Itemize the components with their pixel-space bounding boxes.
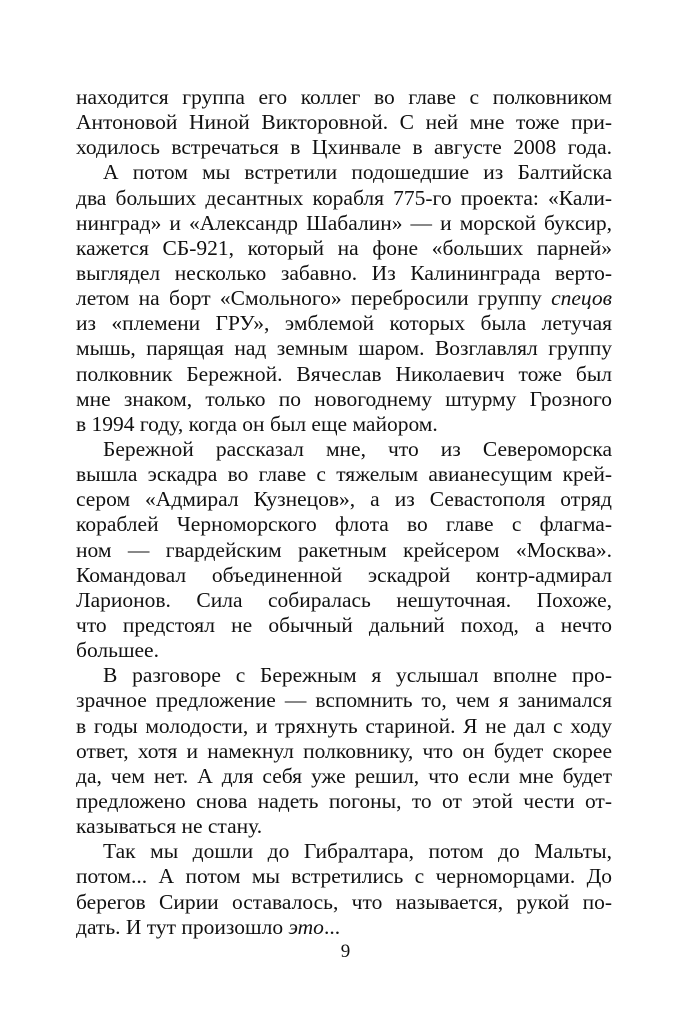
- text-line: [76, 336, 612, 361]
- text-line: [76, 688, 612, 713]
- text-run: полковник Бережной. Вячеслав Николаевич тоже был: [76, 361, 612, 386]
- text-run: Так мы дошли до Гибралтара, потом до Мальты,: [103, 839, 612, 864]
- text-run: ответ, хотя и намекнул полковнику, что он будет скорее: [76, 738, 612, 763]
- text-run: Бережной рассказал мне, что из Североморска: [103, 436, 612, 461]
- text-line: [76, 462, 612, 487]
- text-run: ходилось встречаться в Цхинвале в августе 2008 года.: [76, 135, 612, 160]
- text-line: [76, 211, 612, 236]
- text-line: [76, 915, 612, 940]
- text-run: Антоновой Ниной Викторовной. С ней мне тоже при-: [76, 110, 612, 135]
- text-run: что предстоял не обычный дальний поход, а нечто: [76, 612, 612, 637]
- text-line: [76, 563, 612, 588]
- text-run: нинград» и «Александр Шабалин» — и морской буксир,: [76, 210, 612, 235]
- text-line: [76, 613, 612, 638]
- paragraph: [76, 160, 612, 437]
- text-line: [76, 135, 612, 160]
- text-line: [76, 864, 612, 889]
- text-line: [76, 487, 612, 512]
- text-run: Ларионов. Сила собиралась нешуточная. Похоже,: [76, 587, 612, 612]
- text-run: В разговоре с Бережным я услышал вполне про-: [103, 663, 612, 688]
- text-line: [76, 839, 612, 864]
- text-line: [76, 362, 612, 387]
- text-line: [76, 714, 612, 739]
- text-line: [76, 739, 612, 764]
- text-line: [76, 85, 612, 110]
- text-run: да, чем нет. А для себя уже решил, что если мне будет: [76, 763, 612, 788]
- text-run: Командовал объединенной эскадрой контр-адмирал: [76, 562, 612, 587]
- text-run: кажется СБ-921, который на фоне «больших парней»: [76, 235, 612, 260]
- text-run: казываться не стану.: [76, 814, 263, 839]
- text-run: предложено снова надеть погоны, то от этой чести от-: [76, 788, 612, 813]
- paragraph: [76, 85, 612, 160]
- paragraph: [76, 663, 612, 839]
- text-run: летом на борт «Смольного» перебросили группу: [76, 286, 552, 311]
- text-run: находится группа его коллег во главе с полковником: [76, 85, 612, 109]
- text-line: [76, 236, 612, 261]
- paragraph: [76, 437, 612, 663]
- text-run: кораблей Черноморского флота во главе с флагма-: [76, 512, 612, 537]
- italic-text: это: [288, 914, 324, 939]
- text-line: [76, 311, 612, 336]
- text-run: два больших десантных корабля 775-го проекта: «Кали-: [76, 185, 612, 210]
- text-run: большее.: [76, 638, 159, 663]
- text-line: [76, 110, 612, 135]
- text-run: А потом мы встретили подошедшие из Балтийска: [103, 160, 612, 185]
- text-line: [76, 538, 612, 563]
- text-line: [76, 186, 612, 211]
- text-run: ...: [323, 914, 341, 939]
- text-line: [76, 437, 612, 462]
- text-line: [76, 387, 612, 412]
- text-run: берегов Сирии оставалось, что называется, рукой по-: [76, 889, 612, 914]
- text-run: в годы молодости, и тряхнуть стариной. Я не дал с ходу: [76, 713, 612, 738]
- text-run: из «племени ГРУ», эмблемой которых была летучая: [76, 311, 612, 336]
- text-line: [76, 261, 612, 286]
- text-line: [76, 814, 612, 839]
- text-line: [76, 663, 612, 688]
- text-line: [76, 588, 612, 613]
- text-line: [76, 890, 612, 915]
- page-body: [76, 85, 612, 940]
- text-line: [76, 412, 612, 437]
- text-run: вышла эскадра во главе с тяжелым авианесущим крей-: [76, 462, 612, 487]
- text-line: [76, 764, 612, 789]
- text-line: [76, 789, 612, 814]
- text-line: [76, 512, 612, 537]
- paragraph: [76, 839, 612, 940]
- text-line: [76, 160, 612, 185]
- text-run: ном — гвардейским ракетным крейсером «Москва».: [76, 537, 612, 562]
- text-line: [76, 286, 612, 311]
- page-number: 9: [340, 941, 351, 962]
- italic-text: спецов: [551, 286, 612, 311]
- text-run: выглядел несколько забавно. Из Калининграда верто-: [76, 260, 612, 285]
- text-line: [76, 638, 612, 663]
- text-run: зрачное предложение — вспомнить то, чем я занимался: [76, 688, 612, 713]
- text-run: потом... А потом мы встретились с черноморцами. До: [76, 864, 612, 889]
- text-run: дать. И тут произошло: [76, 914, 289, 939]
- text-run: мышь, парящая над земным шаром. Возглавлял группу: [76, 336, 612, 361]
- text-run: сером «Адмирал Кузнецов», а из Севастополя отряд: [76, 487, 612, 512]
- text-run: мне знаком, только по новогоднему штурму Грозного: [76, 386, 612, 411]
- text-run: в 1994 году, когда он был еще майором.: [76, 411, 438, 436]
